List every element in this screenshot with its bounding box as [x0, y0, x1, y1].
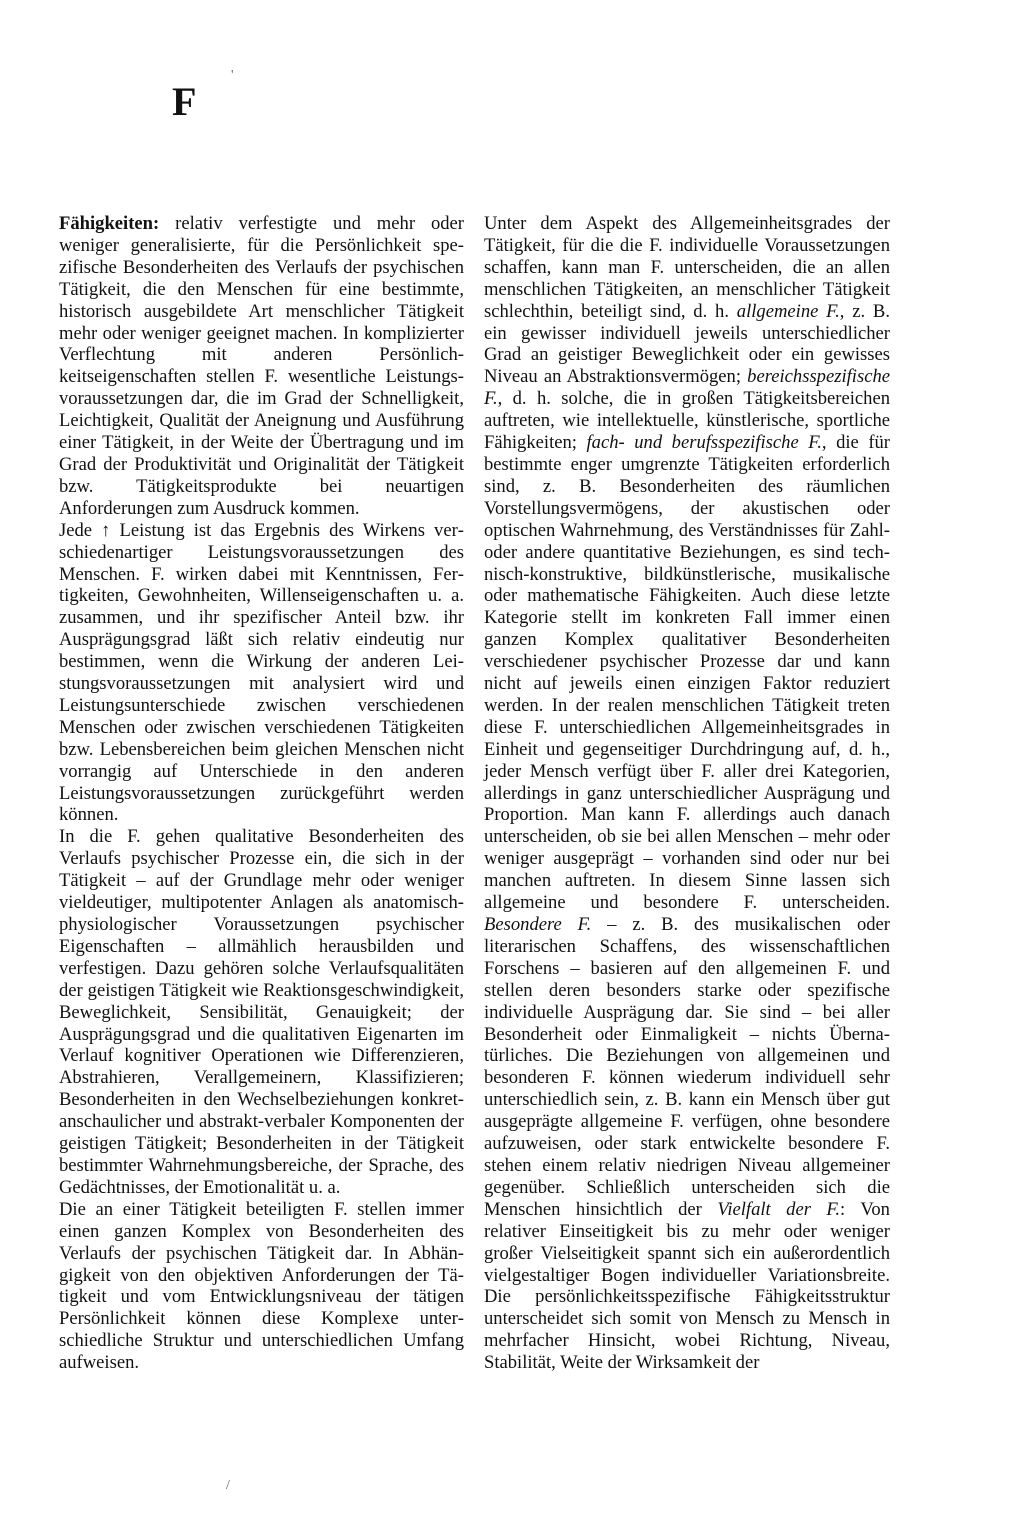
- section-letter: F: [172, 79, 197, 124]
- scan-mark: /: [226, 1478, 230, 1493]
- left-column: [59, 213, 464, 1374]
- definition-text: relativ verfestigte und mehr oder weniger generalisierte, für die Persönlichkeit spezifische Besonderheiten des Verlaufs der psychischen Tätigkeit, die den Menschen für eine bestimmte, historisch ausgebildete Art menschlicher Tätigkeit mehr oder weniger geeignet machen. In komplizierter Verflechtung mit anderen Persönlichkeitseigenschaften stellen F. wesentliche Leistungsvoraussetzungen dar, die im Grad der Schnelligkeit, Leichtigkeit, Qualität der Aneignung und Ausführung einer Tätigkeit, in der Weite der Übertragung und im Grad der Produktivität und Originalität der Tätigkeit bzw. Tätigkeitsprodukte bei neuartigen Anforderungen zum Ausdruck kommen.: [59, 213, 464, 519]
- body-text: , die für bestimmte enger umgrenzte Tätigkeiten erforderlich sind, z. B. Besonderheiten des räumlichen Vorstellungsvermögens, der akustischen oder optischen Wahrnehmung, des Verständnisses für Zahl- oder andere quantitative Beziehungen, es sind technisch-konstruktive, bildkünstlerische, musikalische oder mathematische Fähigkeiten. Auch diese letzte Kategorie stellt im konkreten Fall immer einen ganzen Komplex qualitativer Besonderheiten verschiedener psychischer Prozesse dar und kann nicht auf jeweils einen einzigen Faktor reduziert werden. In der realen menschlichen Tätigkeit treten diese F. unterschiedlichen Allgemeinheitsgrades in Einheit und gegenseitiger Durchdringung auf, d. h., jeder Mensch verfügt über F. aller drei Kategorien, allerdings in ganz unterschiedlicher Ausprägung und Proportion. Man kann F. allerdings auch danach unterscheiden, ob sie bei allen Menschen – mehr oder weniger ausgeprägt – vorhanden sind oder nur bei manchen auftreten. In diesem Sinne lassen sich allgemeine und besondere F. unterscheiden.: [484, 432, 890, 914]
- emphasis-term: fach- und berufsspezifische F.: [586, 432, 822, 454]
- body-text: , d. h. solche, die in großen Tätigkeitsbereichen auftreten, wie intellektuelle, künstlerische, sportliche Fähigkeiten;: [484, 388, 890, 454]
- emphasis-term: allgemeine F.: [736, 300, 840, 322]
- entry-paragraph-3: In die F. gehen qualitative Besonderheiten des Verlaufs psychischer Prozesse ein, die sich in der Tätigkeit – auf der Grundlage mehr oder weniger vieldeutiger, multipotenter Anlagen als anatomisch-physiologischer Voraussetzungen psychischer Eigenschaften – allmählich herausbilden und verfestigen. Dazu gehören solche Verlaufsqualitäten der geistigen Tätigkeit wie Reaktionsgeschwindigkeit, Beweglichkeit, Sensibilität, Genauigkeit; der Ausprägungsgrad und die qualitativen Eigenarten im Verlauf kognitiver Operationen wie Differenzieren, Abstrahieren, Verallgemeinern, Klassifizieren; Besonderheiten in den Wechselbeziehungen konkret-anschaulicher und abstrakt-verbaler Komponenten der geistigen Tätigkeit; Besonderheiten in der Tätigkeit bestimmter Wahrnehmungsbereiche, der Sprache, des Gedächtnisses, der Emotionalität u. a.: [59, 826, 464, 1198]
- body-text: Unter dem Aspekt des Allgemeinheitsgrades der Tätigkeit, für die die F. individuelle Voraussetzungen schaffen, kann man F. unterscheiden, die an allen menschlichen Tätigkeiten, an menschlicher Tätigkeit schlechthin, beteiligt sind, d. h.: [484, 213, 890, 322]
- body-text: – z. B. des musikalischen oder literarischen Schaffens, des wissenschaftlichen Forschens – basieren auf den allgemeinen F. und stellen deren besonders starke oder spezifische individuelle Ausprägung dar. Sie sind – bei aller Besonderheit oder Einmaligkeit – nichts Übernatürliches. Die Beziehungen von allgemeinen und besonderen F. können wiederum individuell sehr unterschiedlich sein, z. B. kann ein Mensch über gut ausgeprägte allgemeine F. verfügen, ohne besondere aufzuweisen, oder stark entwickelte besondere F. stehen einem relativ niedrigen Niveau allgemeiner gegenüber. Schließlich unterscheiden sich die Menschen hinsichtlich der: [484, 914, 891, 1220]
- entry-paragraph-2: Jede ↑ Leistung ist das Ergebnis des Wirkens verschiedenartiger Leistungsvoraussetzungen des Menschen. F. wirken dabei mit Kenntnissen, Fertigkeiten, Gewohnheiten, Willenseigenschaften u. a. zusammen, und ihr spezifischer Anteil bzw. ihr Ausprägungsgrad läßt sich relativ eindeutig nur bestimmen, wenn die Wirkung der anderen Leistungsvoraussetzungen mit analysiert wird und Leistungsunterschiede zwischen verschiedenen Menschen oder zwischen verschiedenen Tätigkeiten bzw. Lebensbereichen beim gleichen Menschen nicht vorrangig auf Unterschiede in den anderen Leistungsvoraussetzungen zurückgeführt werden können.: [59, 519, 464, 826]
- body-text: , z. B. ein gewisser individuell jeweils unterschiedlicher Grad an geistiger Beweglichkeit oder ein gewisses Niveau an Abstraktionsvermögen;: [484, 300, 890, 388]
- entry-term: Fähigkeiten:: [59, 213, 160, 234]
- emphasis-term: Vielfalt der F.: [717, 1198, 841, 1220]
- right-column: [484, 213, 890, 1374]
- emphasis-term: bereichsspezifische F.: [484, 366, 890, 410]
- body-text: : Von relativer Einseitigkeit bis zu mehr oder weniger großer Vielseitigkeit spannt sich ein außerordentlich vielgestaltiger Bogen individueller Variationsbreite. Die persönlichkeitsspezifische Fähigkeitsstruktur unterscheidet sich somit von Mensch zu Mensch in mehrfacher Hinsicht, wobei Richtung, Niveau, Stabilität, Weite der Wirksamkeit der: [484, 1198, 890, 1374]
- entry-paragraph-4: Die an einer Tätigkeit beteiligten F. stellen immer einen ganzen Komplex von Besonderheiten des Verlaufs der psychischen Tätigkeit dar. In Abhängigkeit von den objektiven Anforderungen der Tätigkeit und vom Entwicklungsniveau der tätigen Persönlichkeit können diese Komplexe unterschiedliche Struktur und unterschiedlichen Umfang aufweisen.: [59, 1198, 464, 1374]
- entry-paragraph-5: [484, 213, 890, 1374]
- entry-paragraph-1: [59, 213, 464, 520]
- scan-mark: ': [231, 68, 234, 83]
- emphasis-term: Besondere F.: [484, 914, 592, 935]
